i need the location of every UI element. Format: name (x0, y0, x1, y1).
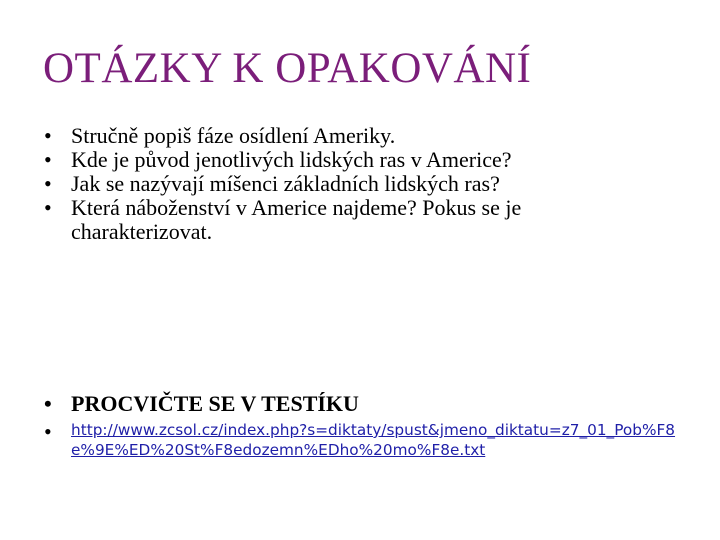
question-text: Stručně popiš fáze osídlení Ameriky. (71, 123, 396, 148)
cta-text: PROCVIČTE SE V TESTÍKU (71, 391, 359, 416)
question-text: Kde je původ jenotlivých lidských ras v Americe? (71, 147, 512, 172)
question-text: Která náboženství v Americe najdeme? Pokus se je charakterizovat. (71, 195, 522, 244)
bullet-icon: • (44, 391, 52, 416)
bullet-icon: • (44, 171, 52, 196)
bullet-icon: • (44, 419, 52, 444)
bullet-icon: • (44, 195, 52, 220)
slide-title: OTÁZKY K OPAKOVÁNÍ (43, 45, 532, 92)
question-text: Jak se nazývají míšenci základních lidských ras? (71, 171, 500, 196)
bullet-icon: • (44, 147, 52, 172)
bullet-icon: • (44, 123, 52, 148)
test-link[interactable]: http://www.zcsol.cz/index.php?s=diktaty/spust&jmeno_diktatu=z7_01_Pob%F8e%9E%ED%20St%F8edozemn%EDho%20mo%F8e.txt (71, 421, 676, 459)
